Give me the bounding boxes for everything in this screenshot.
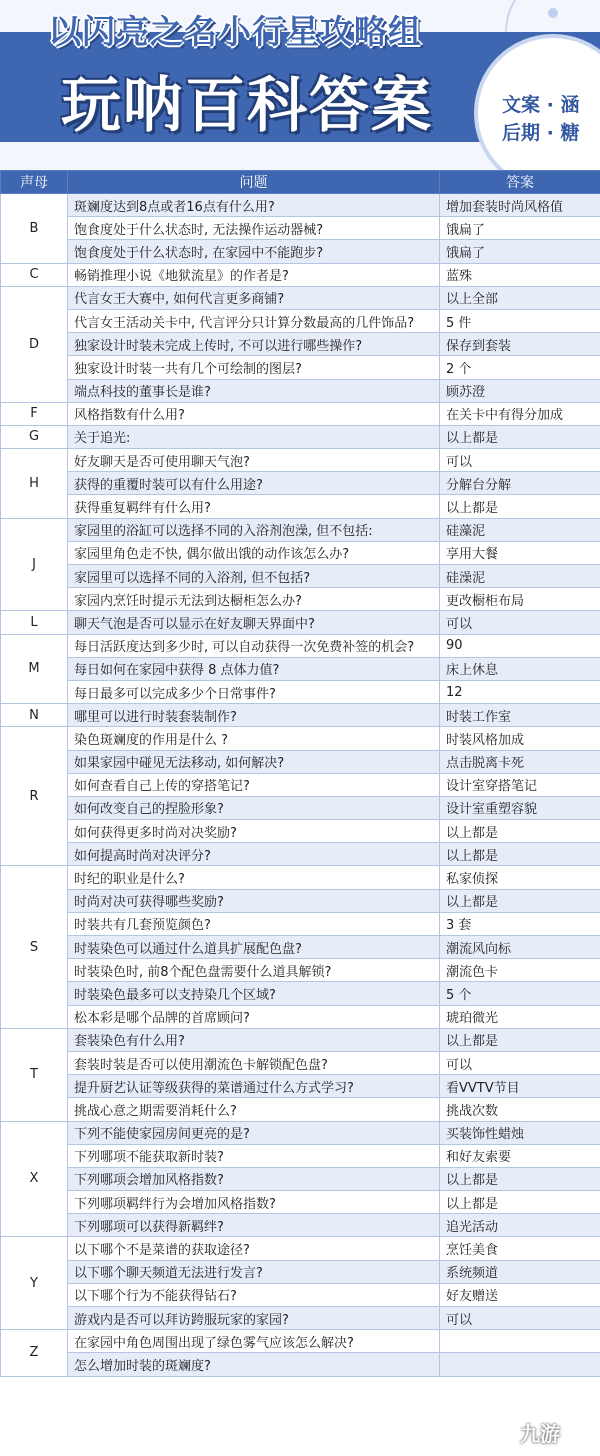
table-row — [1, 611, 600, 634]
table-row — [1, 657, 600, 680]
question-cell: 时纪的职业是什么? — [68, 866, 440, 889]
question-cell: 下列哪项可以获得新羁绊? — [68, 1214, 440, 1237]
question-cell: 关于追光: — [68, 425, 440, 448]
question-cell: 如何改变自己的捏脸形象? — [68, 796, 440, 819]
answer-cell: 挑战次数 — [440, 1098, 600, 1121]
answer-cell: 设计室穿搭笔记 — [440, 773, 600, 796]
table-row — [1, 936, 600, 959]
table-row — [1, 1307, 600, 1330]
question-cell: 以下哪个行为不能获得钻石? — [68, 1283, 440, 1306]
answer-cell: 5 件 — [440, 309, 600, 332]
answer-cell: 5 个 — [440, 982, 600, 1005]
table-row — [1, 773, 600, 796]
initial-letter-cell: S — [1, 866, 68, 1028]
initial-letter-cell: M — [1, 634, 68, 704]
question-cell: 代言女王大赛中, 如何代言更多商铺? — [68, 286, 440, 309]
answer-cell: 时装工作室 — [440, 704, 600, 727]
question-cell: 畅销推理小说《地狱流星》的作者是? — [68, 263, 440, 286]
answer-cell: 以上都是 — [440, 820, 600, 843]
initial-letter-cell: F — [1, 402, 68, 425]
table-row — [1, 843, 600, 866]
table-row — [1, 1028, 600, 1051]
table-row — [1, 379, 600, 402]
answer-cell: 90 — [440, 634, 600, 657]
answer-cell: 买装饰性蜡烛 — [440, 1121, 600, 1144]
table-row — [1, 217, 600, 240]
table-row — [1, 889, 600, 912]
answer-cell: 可以 — [440, 449, 600, 472]
question-cell: 如果家园中碰见无法移动, 如何解决? — [68, 750, 440, 773]
question-cell: 聊天气泡是否可以显示在好友聊天界面中? — [68, 611, 440, 634]
table-row — [1, 634, 600, 657]
answer-cell: 3 套 — [440, 912, 600, 935]
question-cell: 家园里可以选择不同的入浴剂, 但不包括? — [68, 565, 440, 588]
table-row — [1, 1191, 600, 1214]
answer-cell: 潮流风向标 — [440, 936, 600, 959]
question-cell: 代言女王活动关卡中, 代言评分只计算分数最高的几件饰品? — [68, 309, 440, 332]
table-row — [1, 1353, 600, 1376]
answer-cell: 以上都是 — [440, 495, 600, 518]
initial-letter-cell: L — [1, 611, 68, 634]
table-row — [1, 796, 600, 819]
table-row — [1, 1075, 600, 1098]
question-cell: 时装染色可以通过什么道具扩展配色盘? — [68, 936, 440, 959]
question-cell: 获得的重覆时装可以有什么用途? — [68, 472, 440, 495]
initial-letter-cell: H — [1, 449, 68, 519]
initial-letter-cell: B — [1, 194, 68, 264]
table-row — [1, 356, 600, 379]
table-row — [1, 704, 600, 727]
question-cell: 挑战心意之期需要消耗什么? — [68, 1098, 440, 1121]
table-row — [1, 959, 600, 982]
question-cell: 家园里的浴缸可以选择不同的入浴剂泡澡, 但不包括: — [68, 518, 440, 541]
question-cell: 松本彩是哪个品牌的首席顾问? — [68, 1005, 440, 1028]
question-cell: 以下哪个聊天频道无法进行发言? — [68, 1260, 440, 1283]
question-cell: 家园里角色走不快, 偶尔做出饿的动作该怎么办? — [68, 541, 440, 564]
question-cell: 如何查看自己上传的穿搭笔记? — [68, 773, 440, 796]
question-cell: 下列哪项会增加风格指数? — [68, 1167, 440, 1190]
table-row — [1, 1121, 600, 1144]
question-cell: 怎么增加时装的斑斓度? — [68, 1353, 440, 1376]
table-row — [1, 263, 600, 286]
answer-cell — [440, 1353, 600, 1376]
answer-cell: 以上都是 — [440, 843, 600, 866]
answer-cell: 饿扁了 — [440, 240, 600, 263]
question-cell: 时装染色最多可以支持染几个区域? — [68, 982, 440, 1005]
table-row — [1, 727, 600, 750]
question-cell: 以下哪个不是菜谱的获取途径? — [68, 1237, 440, 1260]
answer-cell: 可以 — [440, 1307, 600, 1330]
table-row — [1, 495, 600, 518]
answer-cell: 私家侦探 — [440, 866, 600, 889]
answer-cell: 和好友索要 — [440, 1144, 600, 1167]
initial-letter-cell: G — [1, 425, 68, 448]
answer-cell: 以上都是 — [440, 1191, 600, 1214]
table-row — [1, 240, 600, 263]
table-row — [1, 982, 600, 1005]
answer-cell: 增加套装时尚风格值 — [440, 194, 600, 217]
question-cell: 获得重复羁绊有什么用? — [68, 495, 440, 518]
answer-cell: 点击脱离卡死 — [440, 750, 600, 773]
table-row — [1, 1283, 600, 1306]
table-row — [1, 1167, 600, 1190]
question-cell: 风格指数有什么用? — [68, 402, 440, 425]
answer-cell: 可以 — [440, 1051, 600, 1074]
answer-cell: 硅澡泥 — [440, 565, 600, 588]
question-cell: 套装染色有什么用? — [68, 1028, 440, 1051]
answer-cell: 以上都是 — [440, 889, 600, 912]
question-cell: 每日活跃度达到多少时, 可以自动获得一次免费补签的机会? — [68, 634, 440, 657]
column-header-answer: 答案 — [440, 171, 600, 194]
question-cell: 斑斓度达到8点或者16点有什么用? — [68, 194, 440, 217]
initial-letter-cell: Z — [1, 1330, 68, 1376]
answer-cell: 以上都是 — [440, 1167, 600, 1190]
initial-letter-cell: Y — [1, 1237, 68, 1330]
question-cell: 时装染色时, 前8个配色盘需要什么道具解锁? — [68, 959, 440, 982]
column-header-question: 问题 — [68, 171, 440, 194]
answer-cell: 饿扁了 — [440, 217, 600, 240]
answer-cell: 系统频道 — [440, 1260, 600, 1283]
question-cell: 每日如何在家园中获得 8 点体力值? — [68, 657, 440, 680]
initial-letter-cell: R — [1, 727, 68, 866]
answer-cell: 蓝殊 — [440, 263, 600, 286]
credit-writer: 文案 · 涵 — [502, 94, 580, 116]
initial-letter-cell: N — [1, 704, 68, 727]
question-cell: 端点科技的董事长是谁? — [68, 379, 440, 402]
question-cell: 饱食度处于什么状态时, 无法操作运动器械? — [68, 217, 440, 240]
question-cell: 在家园中角色周围出现了绿色雾气应该怎么解决? — [68, 1330, 440, 1353]
answer-cell: 硅藻泥 — [440, 518, 600, 541]
answer-cell: 看VVTV节目 — [440, 1075, 600, 1098]
initial-letter-cell: X — [1, 1121, 68, 1237]
initial-letter-cell: J — [1, 518, 68, 611]
answer-cell: 床上休息 — [440, 657, 600, 680]
table-row — [1, 194, 600, 217]
answer-cell: 更改橱柜布局 — [440, 588, 600, 611]
answer-cell: 好友赠送 — [440, 1283, 600, 1306]
answer-cell: 以上都是 — [440, 425, 600, 448]
watermark-logo: 九游 — [520, 1422, 560, 1446]
question-cell: 饱食度处于什么状态时, 在家园中不能跑步? — [68, 240, 440, 263]
table-row — [1, 286, 600, 309]
table-row — [1, 1237, 600, 1260]
answer-cell: 分解台分解 — [440, 472, 600, 495]
answer-cell: 在关卡中有得分加成 — [440, 402, 600, 425]
table-row — [1, 820, 600, 843]
decorative-dot — [548, 8, 558, 18]
table-row — [1, 1098, 600, 1121]
table-row — [1, 518, 600, 541]
table-row — [1, 402, 600, 425]
initial-letter-cell: D — [1, 286, 68, 402]
table-body — [1, 194, 600, 1377]
header-banner — [0, 0, 600, 170]
answer-cell: 可以 — [440, 611, 600, 634]
answer-cell: 烹饪美食 — [440, 1237, 600, 1260]
question-cell: 染色斑斓度的作用是什么 ? — [68, 727, 440, 750]
question-cell: 下列哪项羁绊行为会增加风格指数? — [68, 1191, 440, 1214]
table-row — [1, 912, 600, 935]
answer-cell: 追光活动 — [440, 1214, 600, 1237]
table-row — [1, 866, 600, 889]
table-row — [1, 1144, 600, 1167]
initial-letter-cell: T — [1, 1028, 68, 1121]
table-header-row — [1, 171, 600, 194]
page-title: 玩呐百科答案 — [61, 71, 433, 141]
question-cell: 套装时装是否可以使用潮流色卡解锁配色盘? — [68, 1051, 440, 1074]
credit-editor: 后期 · 糖 — [502, 122, 580, 144]
question-cell: 时尚对决可获得哪些奖励? — [68, 889, 440, 912]
question-cell: 游戏内是否可以拜访跨服玩家的家园? — [68, 1307, 440, 1330]
question-cell: 家园内烹饪时提示无法到达橱柜怎么办? — [68, 588, 440, 611]
table-row — [1, 1005, 600, 1028]
table-row — [1, 541, 600, 564]
answer-cell: 设计室重塑容貌 — [440, 796, 600, 819]
question-cell: 下列不能使家园房间更亮的是? — [68, 1121, 440, 1144]
question-cell: 哪里可以进行时装套装制作? — [68, 704, 440, 727]
table-row — [1, 425, 600, 448]
table-row — [1, 588, 600, 611]
initial-letter-cell: C — [1, 263, 68, 286]
question-cell: 每日最多可以完成多少个日常事件? — [68, 680, 440, 703]
table-row — [1, 333, 600, 356]
answer-cell: 享用大餐 — [440, 541, 600, 564]
answer-cell: 2 个 — [440, 356, 600, 379]
question-cell: 独家设计时装一共有几个可绘制的图层? — [68, 356, 440, 379]
question-cell: 好友聊天是否可使用聊天气泡? — [68, 449, 440, 472]
table-row — [1, 680, 600, 703]
question-cell: 如何获得更多时尚对决奖励? — [68, 820, 440, 843]
question-cell: 提升厨艺认证等级获得的菜谱通过什么方式学习? — [68, 1075, 440, 1098]
question-cell: 如何提高时尚对决评分? — [68, 843, 440, 866]
answer-cell: 时装风格加成 — [440, 727, 600, 750]
group-title: 以闪亮之名小行星攻略组 — [48, 12, 422, 51]
answer-cell: 12 — [440, 680, 600, 703]
answer-cell: 以上都是 — [440, 1028, 600, 1051]
table-row — [1, 565, 600, 588]
table-row — [1, 472, 600, 495]
table-row — [1, 1260, 600, 1283]
question-cell: 独家设计时装未完成上传时, 不可以进行哪些操作? — [68, 333, 440, 356]
question-cell: 时装共有几套预览颜色? — [68, 912, 440, 935]
column-header-initial: 声母 — [1, 171, 68, 194]
table-row — [1, 750, 600, 773]
answer-cell: 潮流色卡 — [440, 959, 600, 982]
answer-cell: 保存到套装 — [440, 333, 600, 356]
table-row — [1, 1330, 600, 1353]
answer-cell — [440, 1330, 600, 1353]
question-cell: 下列哪项不能获取新时装? — [68, 1144, 440, 1167]
answer-cell: 以上全部 — [440, 286, 600, 309]
table-row — [1, 449, 600, 472]
answer-cell: 顾苏澄 — [440, 379, 600, 402]
table-row — [1, 309, 600, 332]
table-row — [1, 1051, 600, 1074]
answer-cell: 琥珀微光 — [440, 1005, 600, 1028]
answer-table — [0, 170, 600, 1377]
table-row — [1, 1214, 600, 1237]
